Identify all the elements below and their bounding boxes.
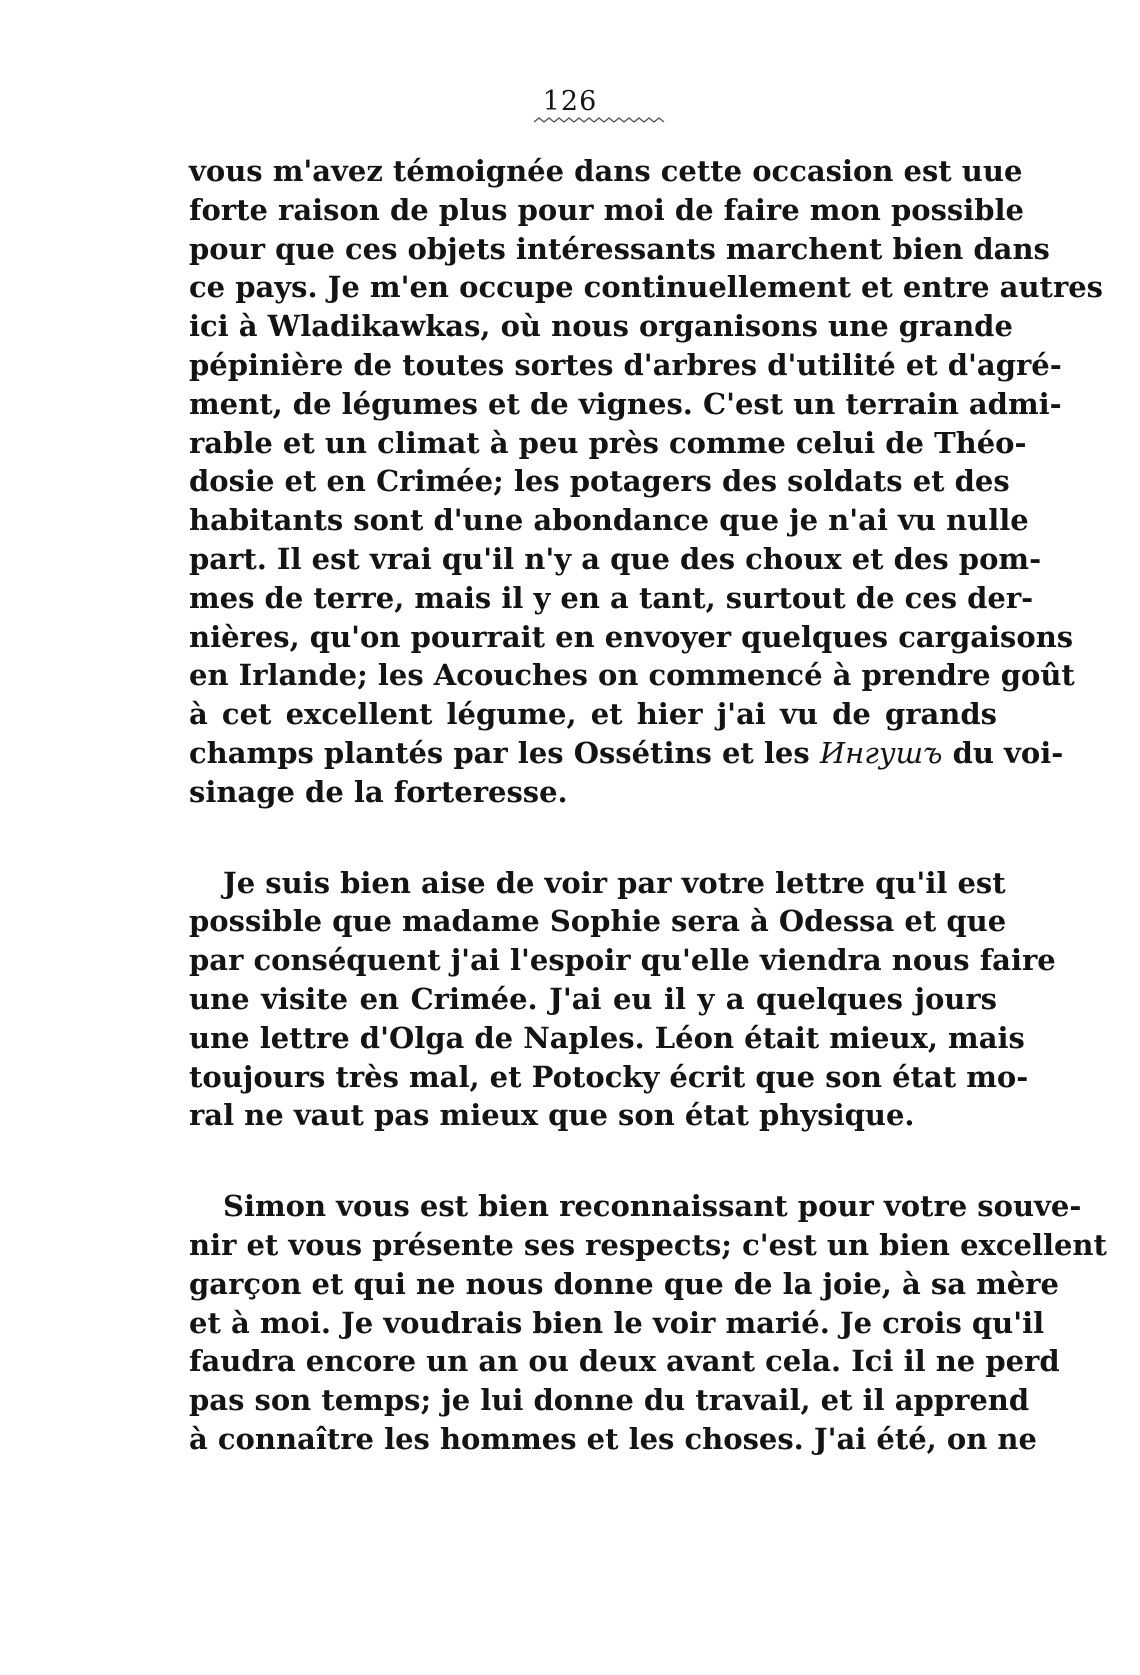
text-line: vous m'avez témoignée dans cette occasion est uue: [189, 154, 1023, 188]
paragraph-3: [189, 1187, 1107, 1459]
text-line: ment, de légumes et de vignes. C'est un terrain admi-: [189, 386, 1062, 421]
text-line: ce pays. Je m'en occupe continuellement et entre autres: [189, 270, 1104, 305]
text-line: Simon vous est bien reconnaissant pour votre souve-: [223, 1189, 1082, 1224]
cyrillic-word: Ингушъ: [819, 735, 943, 770]
paragraph-2: [189, 864, 1056, 1136]
text-line: rable et un climat à peu près comme celui de Théo-: [189, 425, 1027, 460]
text-line: une lettre d'Olga de Naples. Léon était mieux, mais: [189, 1020, 1025, 1055]
text-segment: du voi-: [942, 735, 1064, 770]
text-line: toujours très mal, et Potocky écrit que son état mo-: [189, 1059, 1029, 1094]
text-line: Je suis bien aise de voir par votre lettre qu'il est: [223, 865, 1006, 900]
text-line: pour que ces objets intéressants marchent bien dans: [189, 231, 1050, 266]
body-text: [189, 152, 1107, 1459]
text-line: garçon et qui ne nous donne que de la joie, à sa mère: [189, 1266, 1059, 1301]
text-line: dosie et en Crimée; les potagers des soldats et des: [189, 464, 1010, 499]
text-line: ral ne vaut pas mieux que son état physique.: [189, 1098, 915, 1133]
text-line: sinage de la forteresse.: [189, 774, 568, 809]
text-line: mes de terre, mais il y en a tant, surtout de ces der-: [189, 580, 1034, 615]
text-line: habitants sont d'une abondance que je n'ai vu nulle: [189, 503, 1029, 538]
text-line: pas son temps; je lui donne du travail, et il apprend: [189, 1383, 1030, 1418]
text-line: à connaître les hommes et les choses. J'ai été, on ne: [189, 1421, 1037, 1456]
text-segment: champs plantés par les Ossétins et les: [189, 735, 820, 770]
text-line: et à moi. Je voudrais bien le voir marié. Je crois qu'il: [189, 1305, 1045, 1340]
text-line: nières, qu'on pourrait en envoyer quelques cargaisons: [189, 619, 1074, 654]
text-line: possible que madame Sophie sera à Odessa et que: [189, 904, 1007, 939]
paragraph-1: [189, 152, 1104, 812]
text-line: en Irlande; les Acouches on commencé à prendre goût: [189, 658, 1075, 693]
text-line: nir et vous présente ses respects; c'est un bien excellent: [189, 1227, 1107, 1262]
text-line: pépinière de toutes sortes d'arbres d'utilité et d'agré-: [189, 347, 1062, 382]
page-number: 126: [542, 86, 598, 117]
text-line: faudra encore un an ou deux avant cela. Ici il ne perd: [189, 1344, 1060, 1379]
text-line: part. Il est vrai qu'il n'y a que des choux et des pom-: [189, 541, 1042, 576]
text-line: forte raison de plus pour moi de faire mon possible: [189, 192, 1024, 227]
text-line: par conséquent j'ai l'espoir qu'elle viendra nous faire: [189, 943, 1056, 978]
page-number-ornament: [534, 116, 674, 124]
text-line-with-cyrillic: [189, 734, 1064, 773]
text-line: une visite en Crimée. J'ai eu il y a quelques jours: [189, 981, 997, 1016]
text-line: à cet excellent légume, et hier j'ai vu de grands: [189, 697, 997, 732]
text-line: ici à Wladikawkas, où nous organisons une grande: [189, 309, 1013, 344]
